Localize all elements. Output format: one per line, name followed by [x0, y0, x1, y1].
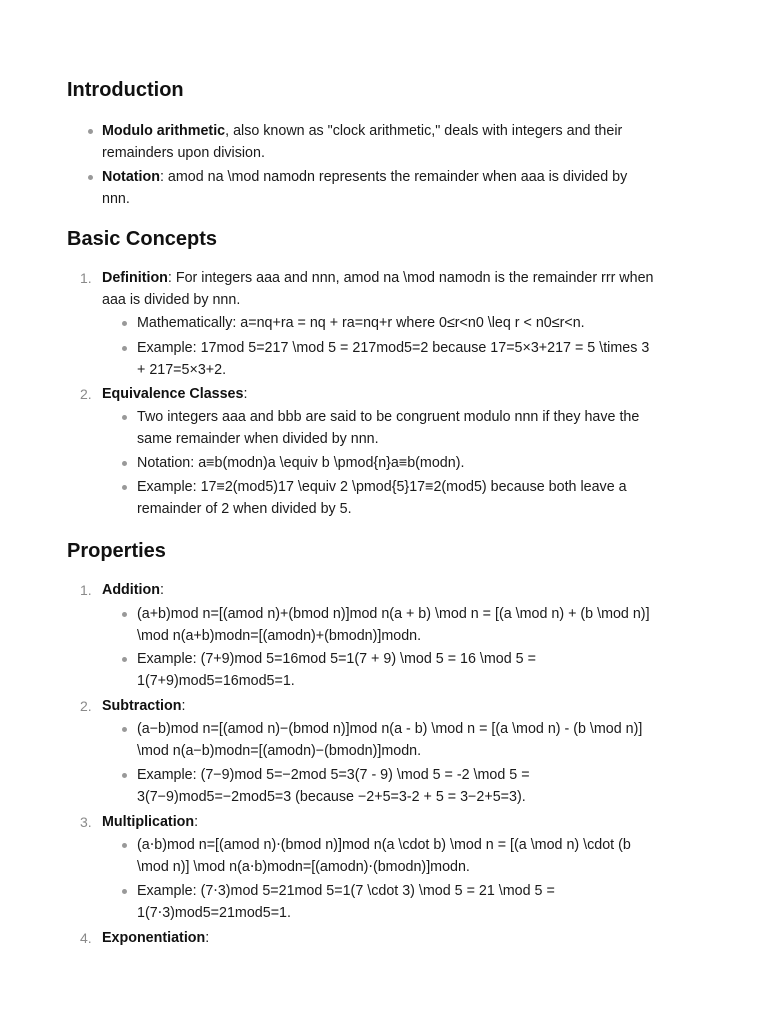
sub-bullet — [122, 461, 127, 466]
list-item-line: Multiplication: — [102, 814, 199, 830]
sub-item-line: Example: (7⋅3)mod 5=21mod 5=1(7 \cdot 3) \mod 5 = 21 \mod 5 = — [137, 883, 555, 899]
list-item-line: remainders upon division. — [102, 145, 265, 161]
section-heading-properties: Properties — [67, 540, 166, 562]
sub-bullet — [122, 727, 127, 732]
sub-item-line: \mod n)] \mod n(a⋅b)modn=[(amodn)⋅(bmodn)]modn. — [137, 859, 470, 875]
sub-bullet — [122, 321, 127, 326]
sub-item-line: (a−b)mod n=[(amod n)−(bmod n)]mod n(a - b) \mod n = [(a \mod n) - (b \mod n)] — [137, 721, 643, 737]
list-item-line: Exponentiation: — [102, 930, 210, 946]
bullet — [88, 175, 93, 180]
list-item-term: Definition — [102, 270, 168, 286]
sub-item-line: \mod n(a+b)modn=[(amodn)+(bmodn)]modn. — [137, 628, 422, 644]
sub-bullet — [122, 773, 127, 778]
sub-item-line: Two integers aaa and bbb are said to be congruent modulo nnn if they have the — [137, 409, 640, 425]
sub-item-line: Example: 17≡2(mod5)17 \equiv 2 \pmod{5}17≡2(mod5) because both leave a — [137, 479, 627, 495]
list-item-term: Exponentiation — [102, 930, 206, 946]
list-item-line: Modulo arithmetic, also known as "clock arithmetic," deals with integers and their — [102, 123, 623, 139]
list-number: 1. — [80, 270, 92, 286]
list-item-line: Addition: — [102, 582, 164, 598]
bullet — [88, 129, 93, 134]
sub-item-line: (a+b)mod n=[(amod n)+(bmod n)]mod n(a + b) \mod n = [(a \mod n) + (b \mod n)] — [137, 606, 650, 622]
list-number: 2. — [80, 698, 92, 714]
list-number: 1. — [80, 582, 92, 598]
list-item-term: Notation — [102, 169, 160, 185]
list-number: 2. — [80, 386, 92, 402]
sub-bullet — [122, 415, 127, 420]
list-item-term: Equivalence Classes — [102, 386, 244, 402]
sub-item-line: 1(7+9)mod5=16mod5=1. — [137, 673, 295, 689]
sub-item-line: Notation: a≡b(modn)a \equiv b \pmod{n}a≡b(modn). — [137, 455, 465, 471]
sub-item-line: \mod n(a−b)modn=[(amodn)−(bmodn)]modn. — [137, 743, 422, 759]
sub-bullet — [122, 657, 127, 662]
list-number: 3. — [80, 814, 92, 830]
list-item-line: nnn. — [102, 191, 130, 207]
list-item-term: Addition — [102, 582, 160, 598]
sub-bullet — [122, 889, 127, 894]
sub-item-line: 3(7−9)mod5=−2mod5=3 (because −2+5=3-2 + 5 = 3−2+5=3). — [137, 789, 526, 805]
sub-item-line: (a⋅b)mod n=[(amod n)⋅(bmod n)]mod n(a \cdot b) \mod n = [(a \mod n) \cdot (b — [137, 837, 631, 853]
sub-item-line: Example: 17mod 5=217 \mod 5 = 217mod5=2 because 17=5×3+217 = 5 \times 3 — [137, 340, 650, 356]
list-item-term: Subtraction — [102, 698, 182, 714]
sub-bullet — [122, 843, 127, 848]
sub-item-line: Example: (7+9)mod 5=16mod 5=1(7 + 9) \mod 5 = 16 \mod 5 = — [137, 651, 536, 667]
list-item-line: Definition: For integers aaa and nnn, amod na \mod namodn is the remainder rrr when — [102, 270, 654, 286]
list-item-line: Equivalence Classes: — [102, 386, 248, 402]
sub-item-line: same remainder when divided by nnn. — [137, 431, 379, 447]
list-number: 4. — [80, 930, 92, 946]
sub-item-line: remainder of 2 when divided by 5. — [137, 501, 352, 517]
list-item-line: Notation: amod na \mod namodn represents the remainder when aaa is divided by — [102, 169, 628, 185]
sub-item-line: + 217=5×3+2. — [137, 362, 227, 378]
sub-bullet — [122, 346, 127, 351]
section-heading-basic-concepts: Basic Concepts — [67, 228, 218, 250]
sub-bullet — [122, 612, 127, 617]
list-item-line: aaa is divided by nnn. — [102, 292, 241, 308]
sub-item-line: Mathematically: a=nq+ra = nq + ra=nq+r where 0≤r<n0 \leq r < n0≤r<n. — [137, 315, 585, 331]
list-item-term: Modulo arithmetic — [102, 123, 226, 139]
section-heading-introduction: Introduction — [67, 79, 184, 101]
list-item-term: Multiplication — [102, 814, 195, 830]
sub-bullet — [122, 485, 127, 490]
list-item-line: Subtraction: — [102, 698, 186, 714]
sub-item-line: Example: (7−9)mod 5=−2mod 5=3(7 - 9) \mod 5 = -2 \mod 5 = — [137, 767, 530, 783]
sub-item-line: 1(7⋅3)mod5=21mod5=1. — [137, 905, 291, 921]
